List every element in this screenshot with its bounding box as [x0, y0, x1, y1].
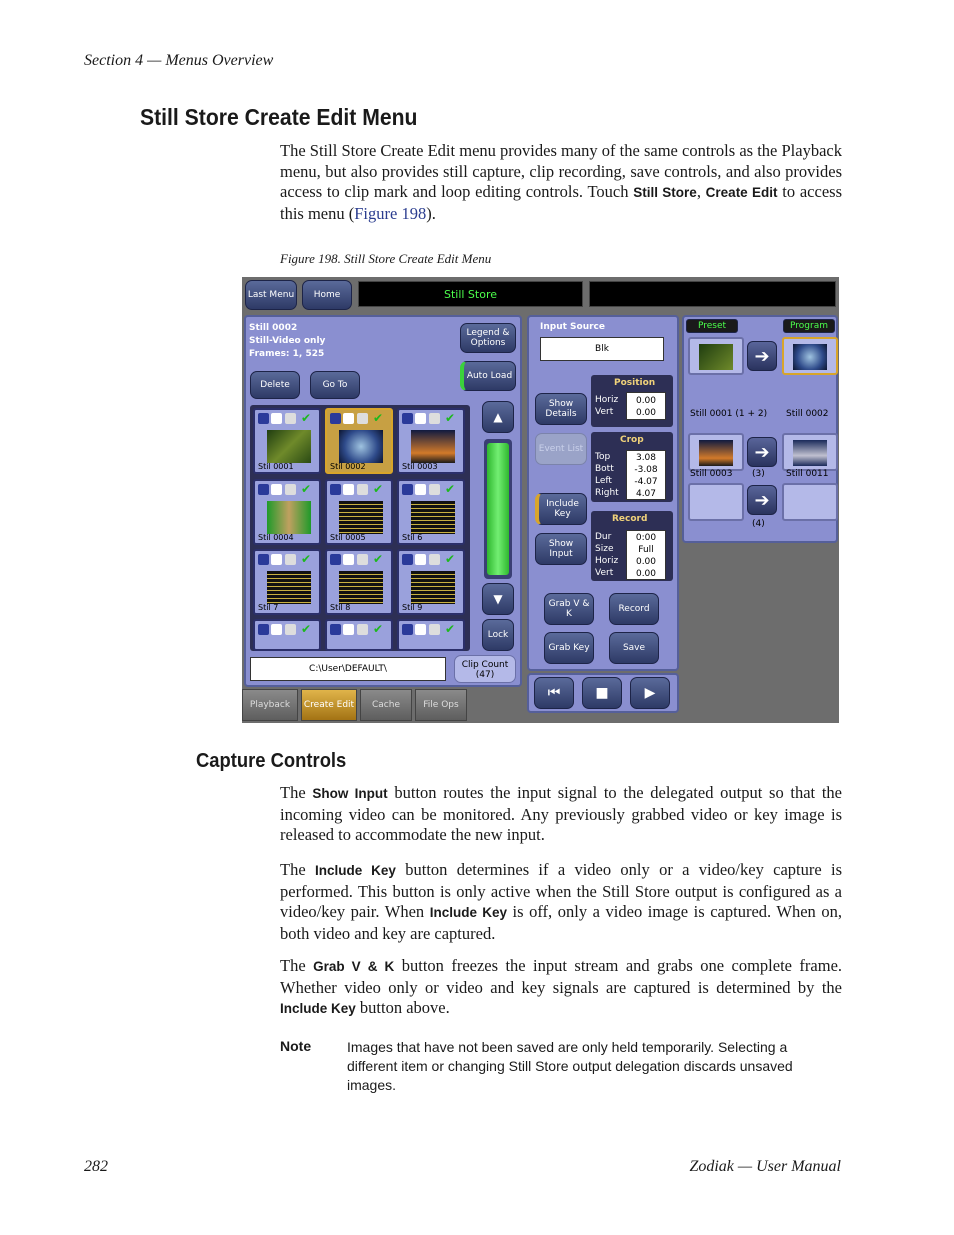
p2-text-1: The	[280, 860, 315, 879]
preset-slot-3[interactable]	[688, 483, 744, 521]
record-size-label: Size	[595, 544, 614, 554]
thumbnail-still-6[interactable]	[397, 479, 465, 545]
row2-mid-label: (3)	[752, 469, 765, 479]
check-icon: ✔	[301, 552, 312, 566]
thumbnail-image	[267, 501, 311, 534]
thumbnail-image	[339, 430, 383, 463]
lock-icon	[429, 484, 440, 495]
last-menu-button[interactable]: Last Menu	[245, 280, 297, 310]
thumbnail-still-0005[interactable]	[325, 479, 393, 545]
key-icon	[271, 624, 282, 635]
slot-image	[793, 440, 827, 466]
figure-caption: Figure 198. Still Store Create Edit Menu	[280, 251, 492, 266]
p3-ui-include-key: Include Key	[280, 1001, 356, 1016]
video-icon	[258, 484, 269, 495]
video-icon	[258, 624, 269, 635]
note-text: Images that have not been saved are only held temporarily. Selecting a different item or changing Still Store output delegation discards unsaved images.	[347, 1039, 793, 1093]
crop-right-label: Right	[595, 488, 619, 498]
check-icon: ✔	[373, 411, 384, 425]
intro-text-2: ,	[696, 182, 706, 201]
video-icon	[258, 413, 269, 424]
check-icon: ✔	[373, 552, 384, 566]
thumbnail-label: Stil 0001	[258, 462, 294, 471]
lock-icon	[285, 624, 296, 635]
record-vert-value: 0.00	[635, 569, 657, 579]
record-title: Record	[612, 514, 648, 524]
row2-label: Still 0003	[690, 469, 733, 479]
row3-mid-label: (4)	[752, 519, 765, 529]
include-key-button[interactable]: Include Key	[535, 493, 587, 525]
menu-title-bar: Still Store	[358, 281, 583, 307]
preset-slot-2[interactable]	[688, 433, 744, 471]
position-vert-label: Vert	[595, 407, 614, 417]
record-button[interactable]: Record	[609, 593, 659, 625]
thumbnail-partial-2[interactable]	[325, 619, 393, 651]
thumbnail-label: Stil 6	[402, 533, 423, 542]
check-icon: ✔	[373, 482, 384, 496]
tab-playback[interactable]: Playback	[242, 689, 298, 721]
lock-button[interactable]: Lock	[482, 619, 514, 651]
video-icon	[330, 484, 341, 495]
video-icon	[330, 624, 341, 635]
record-horiz-label: Horiz	[595, 556, 619, 566]
rewind-icon[interactable]: ⏮	[534, 677, 574, 709]
intro-text-1: The Still Store Create Edit menu provides many of the same controls as the Playback menu, but also provides still capture, clip recording, save controls, and also provides access to clip mark and loop editing controls. Touch	[280, 141, 842, 201]
slot-image	[699, 440, 733, 466]
program-slot-3[interactable]	[782, 483, 838, 521]
thumbnail-image	[339, 571, 383, 604]
event-list-button[interactable]: Event List	[535, 433, 587, 465]
intro-ui-still-store: Still Store	[633, 185, 697, 200]
video-icon	[402, 484, 413, 495]
video-icon	[330, 554, 341, 565]
grab-vk-paragraph	[280, 956, 842, 1020]
video-icon	[402, 624, 413, 635]
key-icon	[415, 554, 426, 565]
clip-count-button[interactable]	[454, 655, 516, 683]
position-vert-value: 0.00	[635, 408, 657, 418]
thumbnail-partial-3[interactable]	[397, 619, 465, 651]
crop-bott-value: -3.08	[634, 465, 658, 475]
check-icon: ✔	[445, 622, 456, 636]
show-input-button[interactable]: Show Input	[535, 533, 587, 565]
go-to-button[interactable]: Go To	[310, 371, 360, 399]
position-horiz-label: Horiz	[595, 395, 619, 405]
program-slot-1[interactable]	[782, 337, 838, 375]
lock-icon	[357, 624, 368, 635]
play-icon[interactable]: ▶	[630, 677, 670, 709]
video-icon	[402, 554, 413, 565]
capture-controls-heading: Capture Controls	[196, 750, 347, 772]
row2-right-label: Still 0011	[786, 469, 829, 479]
clip-count-value: (47)	[475, 670, 495, 680]
thumbnail-still-0003[interactable]	[397, 408, 465, 474]
key-icon	[343, 554, 354, 565]
include-key-paragraph	[280, 860, 842, 944]
grab-vk-button[interactable]: Grab V & K	[544, 593, 594, 625]
thumbnail-label: Stil 0002	[330, 462, 366, 471]
p2-ui-include-key: Include Key	[314, 863, 396, 878]
crop-top-label: Top	[595, 452, 611, 462]
transfer-arrow-icon[interactable]: ➔	[747, 341, 777, 371]
position-title: Position	[614, 378, 656, 388]
thumbnail-label: Stil 0005	[330, 533, 366, 542]
clip-name: Still 0002	[249, 323, 298, 333]
p1-text-2: button routes the input signal to the delegated output so that the incoming video can be monitored. Any previously grabbed video or key image is released to accommodate the new input.	[280, 783, 842, 844]
grab-key-button[interactable]: Grab Key	[544, 632, 594, 664]
p3-ui-grab-vk: Grab V & K	[313, 959, 395, 974]
thumbnail-still-7[interactable]	[253, 549, 321, 615]
p1-text-1: The	[280, 783, 313, 802]
crop-values[interactable]	[626, 450, 666, 500]
key-icon	[271, 413, 282, 424]
clip-frames: Frames: 1, 525	[249, 349, 325, 359]
record-size-value: Full	[638, 545, 654, 555]
intro-paragraph	[280, 141, 842, 224]
crop-left-value: -4.07	[634, 477, 658, 487]
thumbnail-still-8[interactable]	[325, 549, 393, 615]
footer-title: Zodiak — User Manual	[689, 1158, 841, 1175]
thumbnail-still-9[interactable]	[397, 549, 465, 615]
thumbnail-label: Stil 7	[258, 603, 279, 612]
check-icon: ✔	[445, 482, 456, 496]
show-input-paragraph	[280, 783, 842, 846]
running-header: Section 4 — Menus Overview	[84, 52, 274, 69]
section-heading: Still Store Create Edit Menu	[140, 104, 418, 130]
lock-icon	[285, 484, 296, 495]
home-button[interactable]: Home	[302, 280, 352, 310]
preset-slot-1[interactable]	[688, 337, 744, 375]
lock-icon	[357, 554, 368, 565]
crop-bott-label: Bott	[595, 464, 614, 474]
thumbnail-still-0002[interactable]	[325, 408, 393, 474]
auto-load-button[interactable]: Auto Load	[460, 361, 516, 391]
thumbnail-image	[411, 430, 455, 463]
thumbnail-image	[267, 571, 311, 604]
p2-ui-include-key-2: Include Key	[429, 905, 507, 920]
transfer-arrow-icon[interactable]: ➔	[747, 437, 777, 467]
check-icon: ✔	[301, 482, 312, 496]
tab-create-edit[interactable]: Create Edit	[301, 689, 357, 721]
lock-icon	[357, 484, 368, 495]
scroll-thumb[interactable]	[487, 443, 509, 575]
row1-right-label: Still 0002	[786, 409, 829, 419]
program-label: Program	[783, 319, 835, 333]
p3-text-3: button above.	[355, 998, 450, 1017]
program-slot-2[interactable]	[782, 433, 838, 471]
key-icon	[415, 624, 426, 635]
key-icon	[271, 554, 282, 565]
thumbnail-image	[411, 571, 455, 604]
record-values[interactable]	[626, 530, 666, 580]
legend-options-button[interactable]: Legend & Options	[460, 323, 516, 353]
key-icon	[343, 624, 354, 635]
check-icon: ✔	[373, 622, 384, 636]
thumbnail-image	[339, 501, 383, 534]
key-icon	[271, 484, 282, 495]
slot-image	[699, 344, 733, 370]
p1-ui-show-input: Show Input	[312, 786, 388, 801]
p2-text-3: is off, only a video image is captured. When on, both video and key are captured.	[280, 902, 843, 943]
intro-text-4: ).	[426, 203, 436, 223]
figure-link[interactable]: Figure 198	[354, 203, 427, 223]
input-source-label: Input Source	[540, 322, 605, 332]
video-icon	[402, 413, 413, 424]
thumbnail-still-0001[interactable]	[253, 408, 321, 474]
thumbnail-label: Stil 0003	[402, 462, 438, 471]
status-bar	[589, 281, 836, 307]
scroll-up-button[interactable]: ▲	[482, 401, 514, 433]
key-icon	[415, 413, 426, 424]
video-icon	[330, 413, 341, 424]
path-field[interactable]: C:\User\DEFAULT\	[250, 657, 446, 681]
still-store-screenshot	[242, 277, 839, 723]
record-dur-label: Dur	[595, 532, 612, 542]
page-number: 282	[84, 1158, 108, 1175]
show-details-button[interactable]: Show Details	[535, 393, 587, 425]
slot-image	[793, 344, 827, 370]
row1-label: Still 0001 (1 + 2)	[690, 409, 768, 419]
thumbnail-image	[411, 501, 455, 534]
clip-count-label: Clip Count	[461, 660, 509, 670]
crop-left-label: Left	[595, 476, 612, 486]
position-horiz-value: 0.00	[635, 396, 657, 406]
check-icon: ✔	[301, 411, 312, 425]
save-button[interactable]: Save	[609, 632, 659, 664]
crop-right-value: 4.07	[635, 489, 657, 499]
lock-icon	[429, 624, 440, 635]
record-horiz-value: 0.00	[635, 557, 657, 567]
crop-top-value: 3.08	[635, 453, 657, 463]
check-icon: ✔	[301, 622, 312, 636]
thumbnail-image	[267, 430, 311, 463]
position-values[interactable]	[626, 392, 666, 420]
key-icon	[343, 413, 354, 424]
lock-icon	[357, 413, 368, 424]
lock-icon	[429, 554, 440, 565]
preset-label: Preset	[686, 319, 738, 333]
thumbnail-label: Stil 0004	[258, 533, 294, 542]
check-icon: ✔	[445, 411, 456, 425]
delete-button[interactable]: Delete	[250, 371, 300, 399]
thumbnail-partial-1[interactable]	[253, 619, 321, 651]
lock-icon	[429, 413, 440, 424]
tab-file-ops[interactable]: File Ops	[415, 689, 467, 721]
transfer-arrow-icon[interactable]: ➔	[747, 485, 777, 515]
scroll-down-button[interactable]: ▼	[482, 583, 514, 615]
check-icon: ✔	[445, 552, 456, 566]
thumbnail-label: Stil 9	[402, 603, 423, 612]
p3-text-2: button freezes the input stream and grabs one complete frame. Whether video only or video and key signals are captured is determined by the	[280, 956, 843, 997]
key-icon	[415, 484, 426, 495]
video-icon	[258, 554, 269, 565]
note-label: Note	[280, 1038, 312, 1054]
stop-icon[interactable]: ■	[582, 677, 622, 709]
tab-cache[interactable]: Cache	[360, 689, 412, 721]
record-vert-label: Vert	[595, 568, 614, 578]
p3-text-1: The	[280, 956, 314, 975]
key-icon	[343, 484, 354, 495]
input-source-field[interactable]: Blk	[540, 337, 664, 361]
thumbnail-still-0004[interactable]	[253, 479, 321, 545]
lock-icon	[285, 413, 296, 424]
clip-type: Still-Video only	[249, 336, 326, 346]
crop-title: Crop	[620, 435, 644, 445]
record-dur-value: 0:00	[635, 533, 657, 543]
intro-ui-create-edit: Create Edit	[705, 185, 778, 200]
thumbnail-label: Stil 8	[330, 603, 351, 612]
intro-text-3: to access this menu (	[280, 182, 842, 223]
lock-icon	[285, 554, 296, 565]
p2-text-2: button determines if a video only or a video/key capture is performed. This button is only active when the Still Store output is configured as a video/key pair. When	[280, 860, 843, 921]
